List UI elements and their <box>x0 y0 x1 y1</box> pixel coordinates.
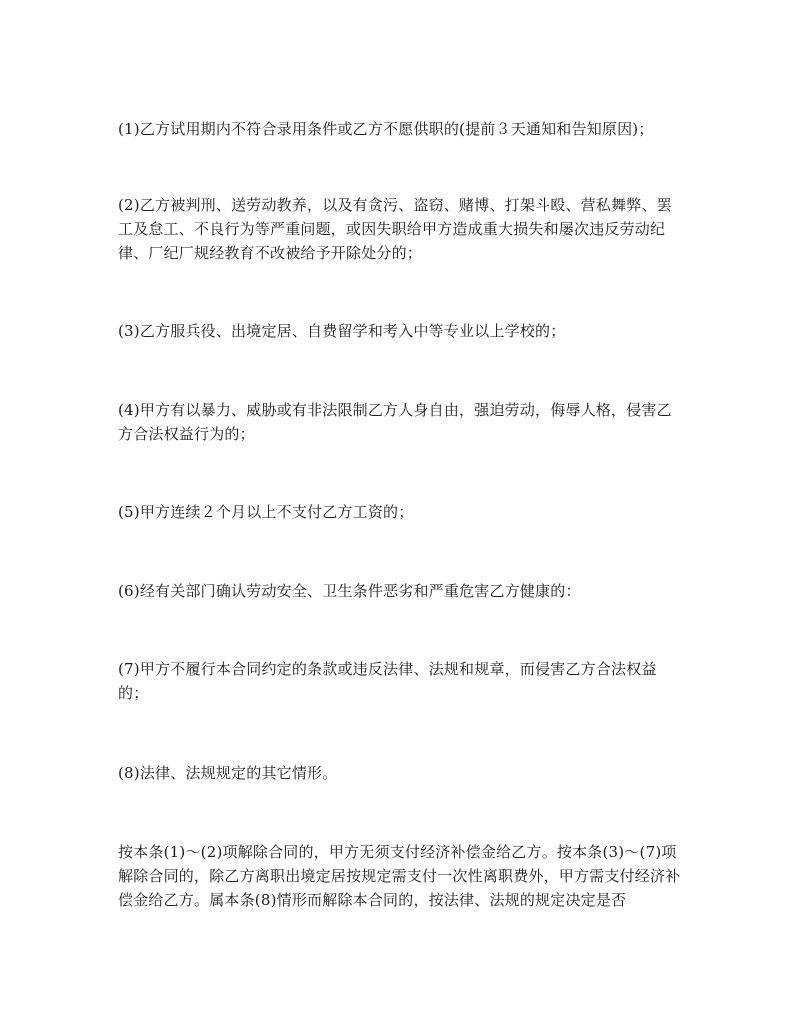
clause-1: (1)乙方试用期内不符合录用条件或乙方不愿供职的(提前３天通知和告知原因)； <box>118 120 654 138</box>
clause-4: (4)甲方有以暴力、威胁或有非法限制乙方人身自由，强迫劳动，侮辱人格，侵害乙方合法权益行为的； <box>118 401 672 443</box>
clause-7: (7)甲方不履行本合同约定的条款或违反法律、法规和规章，而侵害乙方合法权益的； <box>118 660 657 702</box>
clause-8: (8)法律、法规规定的其它情形。 <box>118 764 338 782</box>
clause-5: (5)甲方连续２个月以上不支付乙方工资的； <box>118 503 414 521</box>
clause-2: (2)乙方被判刑、送劳动教养，以及有贪污、盗窃、赌博、打架斗殴、营私舞弊、罢工及怠工、不良行为等严重问题，或因失职给甲方造成重大损失和屡次违反劳动纪律、厂纪厂规经教育不改被给予开除处分的； <box>118 196 672 262</box>
clause-3: (3)乙方服兵役、出境定居、自费留学和考入中等专业以上学校的； <box>118 322 566 340</box>
clause-6: (6)经有关部门确认劳动安全、卫生条件恶劣和严重危害乙方健康的： <box>118 582 581 600</box>
compensation-paragraph: 按本条(1)～(2)项解除合同的，甲方无须支付经济补偿金给乙方。按本条(3)～(7)项解除合同的，除乙方离职出境定居按规定需支付一次性离职费外，甲方需支付经济补偿金给乙方。属本条(8)情形而解除本合同的，按法律、法规的规定决定是否 <box>118 843 681 909</box>
